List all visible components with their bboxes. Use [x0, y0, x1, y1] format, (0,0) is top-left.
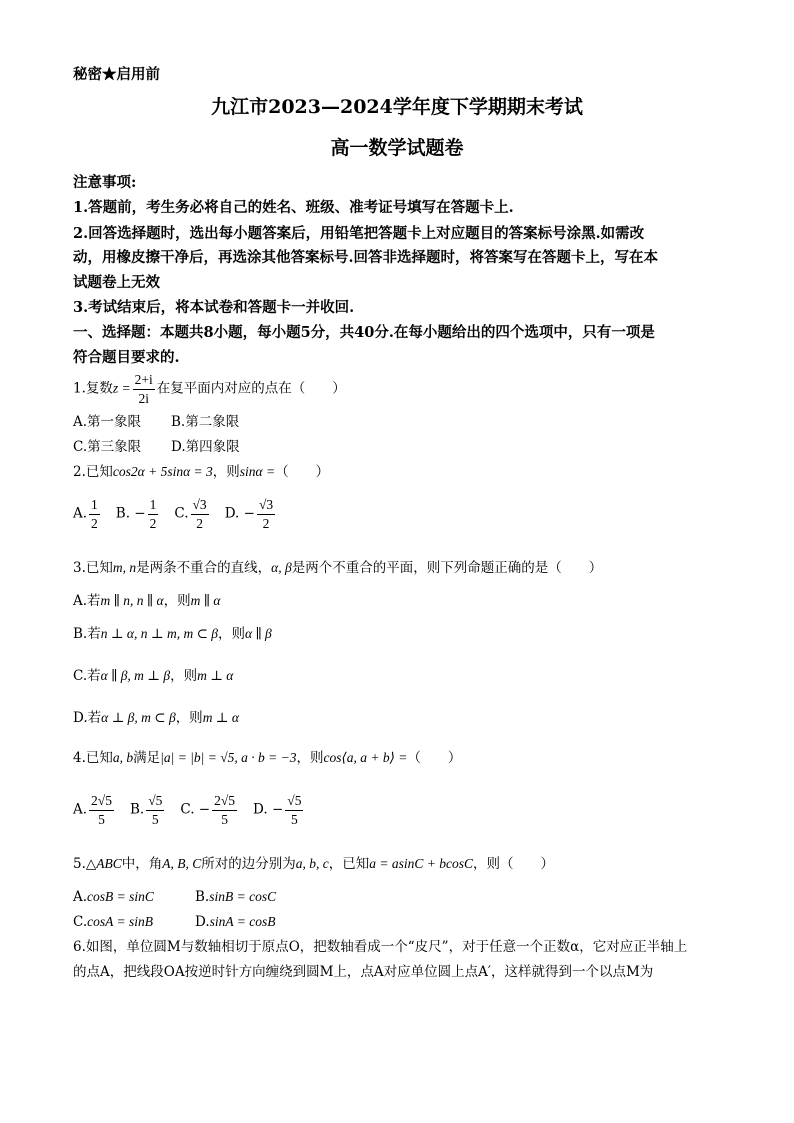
question-4-option-b[interactable]: B. $\frac{√5}{5}$: [129, 793, 163, 827]
notice-item-2-line-3: 试题卷上无效: [73, 274, 160, 291]
notice-heading: 注意事项:: [73, 174, 137, 191]
question-3-option-a[interactable]: A.若m ∥ n, n ∥ α，则m ∥ α: [73, 593, 221, 609]
notice-item-1: 1.答题前，考生务必将自己的姓名、班级、准考证号填写在答题卡上.: [73, 199, 514, 216]
question-1-fraction: $\frac{2+i}{2i}$: [134, 372, 153, 406]
exam-title: 九江市2023—2024学年度下学期期末考试: [211, 96, 583, 118]
question-3-stem: 3.已知m, n是两条不重合的直线，α, β是两个不重合的平面，则下列命题正确的是（ ）: [73, 560, 603, 576]
question-2-option-b[interactable]: B. − $\frac{1}{2}$: [115, 497, 157, 531]
question-5-option-d[interactable]: D.sinA = cosB: [195, 914, 276, 930]
question-4-stem: 4.已知a, b满足|a| = |b| = √5, a · b = −3，则cos⟨a, a + b⟩ =（ ）: [73, 750, 462, 766]
question-5-options-row-1: [73, 890, 276, 905]
section-1-heading-line-1: 一、选择题：本题共8小题，每小题5分，共40分.在每小题给出的四个选项中，只有一项是: [73, 324, 655, 341]
question-5-stem: 5.△ABC中，角A, B, C所对的边分别为a, b, c，已知a = asinC + bcosC，则（ ）: [73, 856, 555, 872]
question-2-option-a[interactable]: A. $\frac{1}{2}$: [73, 497, 98, 531]
exam-subtitle: 高一数学试题卷: [330, 137, 464, 159]
question-3-option-c[interactable]: C.若α ∥ β, m ⊥ β，则m ⊥ α: [73, 668, 234, 684]
question-4-option-d[interactable]: D. − $\frac{√5}{5}$: [253, 793, 302, 827]
question-3-option-b[interactable]: B.若n ⊥ α, n ⊥ m, m ⊂ β，则α ∥ β: [73, 626, 272, 642]
secret-label: 秘密★启用前: [73, 66, 160, 83]
section-1-heading-line-2: 符合题目要求的.: [73, 349, 180, 366]
question-5-option-c[interactable]: C.cosA = sinB: [73, 914, 153, 930]
question-1-options-row-2: [73, 441, 240, 455]
question-4-option-c[interactable]: C. − $\frac{2√5}{5}$: [180, 793, 236, 827]
question-1-option-c[interactable]: C.第三象限: [73, 439, 142, 455]
notice-item-2-line-1: 2.回答选择题时，选出每小题答案后，用铅笔把答题卡上对应题目的答案标号涂黑.如需改: [73, 225, 645, 242]
notice-item-3: 3.考试结束后，将本试卷和答题卡一并收回.: [73, 299, 355, 316]
question-5-options-row-2: [73, 915, 276, 930]
question-2-options: [73, 497, 277, 531]
question-2-stem: 2.已知cos2α + 5sinα = 3，则sinα =（ ）: [73, 464, 330, 480]
question-4-option-a[interactable]: A. $\frac{2√5}{5}$: [73, 793, 112, 827]
question-2-option-d[interactable]: D. − $\frac{√3}{2}$: [224, 497, 274, 531]
question-1-stem: 1.复数z = $\frac{2+i}{2i}$ 在复平面内对应的点在（ ）: [73, 372, 346, 406]
question-1-options-row-1: [73, 416, 239, 430]
question-1-option-b[interactable]: B.第二象限: [171, 414, 240, 430]
question-3-option-d[interactable]: D.若α ⊥ β, m ⊂ β，则m ⊥ α: [73, 710, 239, 726]
question-1-option-a[interactable]: A.第一象限: [73, 414, 142, 430]
notice-item-2-line-2: 动，用橡皮擦干净后，再选涂其他答案标号.回答非选择题时，将答案写在答题卡上，写在本: [73, 249, 659, 266]
question-2-option-c[interactable]: C. $\frac{√3}{2}$: [174, 497, 207, 531]
question-6-line-2: 的点A，把线段OA按逆时针方向缠绕到圆M上，点A对应单位圆上点A′，这样就得到一个以点M为: [73, 964, 654, 980]
question-5-option-b[interactable]: B.sinB = cosC: [195, 889, 277, 905]
question-4-options: [73, 793, 305, 827]
question-6-line-1: 6.如图，单位圆M与数轴相切于原点O，把数轴看成一个“皮尺”，对于任意一个正数α，它对应正半轴上: [73, 939, 688, 955]
question-5-option-a[interactable]: A.cosB = sinC: [73, 889, 154, 905]
question-1-option-d[interactable]: D.第四象限: [171, 439, 240, 455]
